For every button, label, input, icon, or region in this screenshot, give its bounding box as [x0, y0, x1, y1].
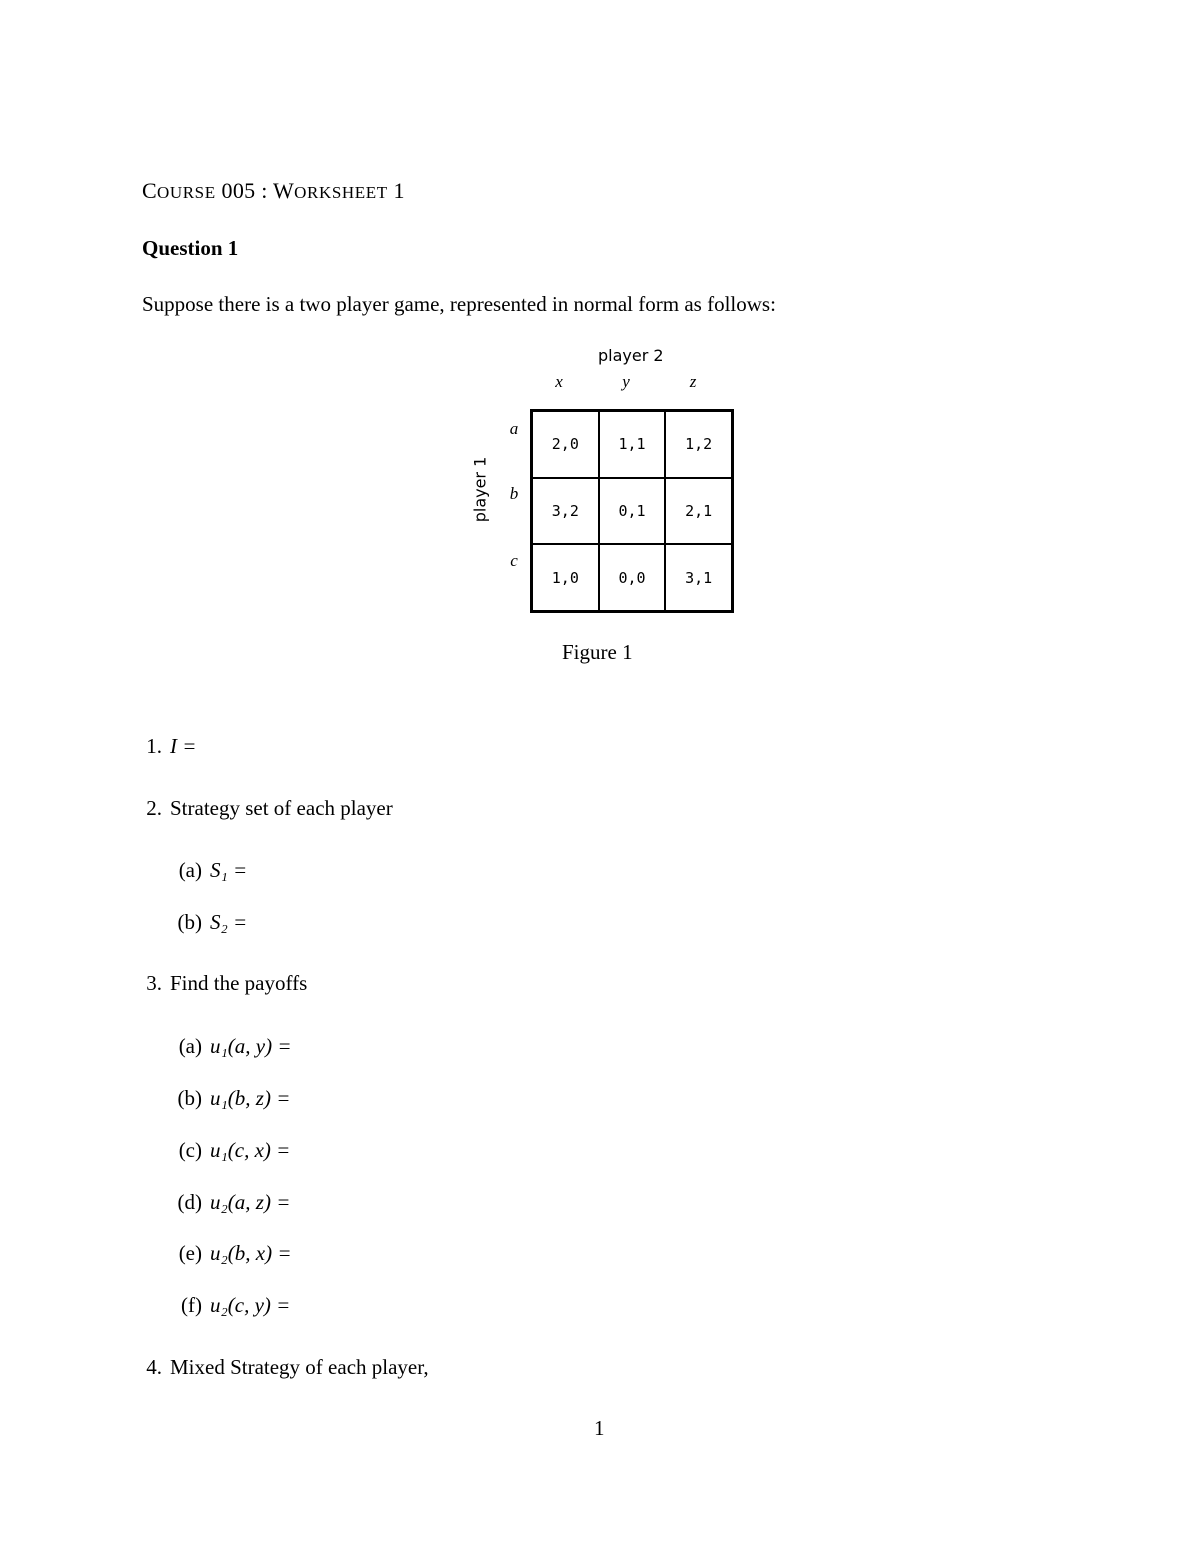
player2-label: player 2	[598, 346, 664, 365]
sub-label: (b)	[177, 1086, 202, 1110]
list-item-2	[132, 796, 393, 821]
sub-label: (a)	[178, 858, 202, 882]
page-number: 1	[594, 1416, 605, 1440]
sub-label: (e)	[178, 1241, 202, 1265]
row-label-b: b	[509, 484, 519, 503]
payoff-cell-c-z: 3,1	[665, 544, 732, 611]
row-label-a: a	[509, 419, 519, 438]
player1-label: player 1	[470, 456, 490, 523]
sub-item-s2	[170, 910, 247, 935]
list-number: 4.	[146, 1355, 162, 1379]
payoff-cell-a-z: 1,2	[665, 411, 732, 478]
list-number: 1.	[146, 734, 162, 758]
question-intro: Suppose there is a two player game, represented in normal form as follows:	[142, 292, 776, 316]
column-label-x: x	[555, 372, 563, 391]
payoff-matrix	[530, 409, 734, 613]
question-heading: Question 1	[142, 236, 239, 260]
sub-expression: u₁(c, x) =	[210, 1138, 291, 1162]
list-item-1	[132, 734, 196, 759]
sub-expression: u₁(b, z) =	[210, 1086, 291, 1110]
sub-label: (f)	[181, 1293, 202, 1317]
sub-label: (c)	[178, 1138, 202, 1162]
payoff-cell-b-x: 3,2	[532, 478, 599, 545]
title-initial-w: W	[273, 178, 295, 203]
payoff-cell-a-y: 1,1	[599, 411, 666, 478]
payoff-cell-c-x: 1,0	[532, 544, 599, 611]
sub-expression: u₁(a, y) =	[210, 1034, 292, 1058]
sub-label: (b)	[177, 910, 202, 934]
payoff-cell-b-z: 2,1	[665, 478, 732, 545]
sub-expression: u₂(b, x) =	[210, 1241, 292, 1265]
list-text: Strategy set of each player	[170, 796, 393, 820]
title-sheet-number: 1	[387, 178, 405, 203]
sub-expression: u₂(c, y) =	[210, 1293, 291, 1317]
sub-expression: S₁ =	[210, 858, 248, 882]
title-ourse: OURSE	[156, 183, 216, 202]
figure-caption: Figure 1	[562, 640, 633, 664]
payoff-question-e	[170, 1241, 292, 1266]
list-number: 3.	[146, 971, 162, 995]
list-number: 2.	[146, 796, 162, 820]
title-number: 005 :	[215, 178, 274, 203]
payoff-question-b	[170, 1086, 290, 1111]
sub-label: (a)	[178, 1034, 202, 1058]
list-item-3	[132, 971, 307, 996]
row-label-c: c	[510, 551, 518, 570]
title-orksheet: ORKSHEET	[294, 183, 388, 202]
payoff-question-c	[170, 1138, 290, 1163]
sub-expression: S₂ =	[210, 910, 248, 934]
payoff-question-a	[170, 1034, 292, 1059]
list-text: I =	[170, 734, 197, 758]
payoff-question-d	[170, 1190, 290, 1215]
title-initial-c: C	[142, 178, 157, 203]
payoff-cell-c-y: 0,0	[599, 544, 666, 611]
payoff-cell-b-y: 0,1	[599, 478, 666, 545]
sub-item-s1	[170, 858, 247, 883]
column-label-z: z	[689, 372, 697, 391]
list-text: Find the payoffs	[170, 971, 308, 995]
payoff-cell-a-x: 2,0	[532, 411, 599, 478]
worksheet-title	[142, 178, 405, 204]
list-item-4	[132, 1355, 429, 1380]
sub-label: (d)	[177, 1190, 202, 1214]
sub-expression: u₂(a, z) =	[210, 1190, 291, 1214]
column-label-y: y	[622, 372, 630, 391]
list-text: Mixed Strategy of each player,	[170, 1355, 429, 1379]
payoff-question-f	[170, 1293, 290, 1318]
